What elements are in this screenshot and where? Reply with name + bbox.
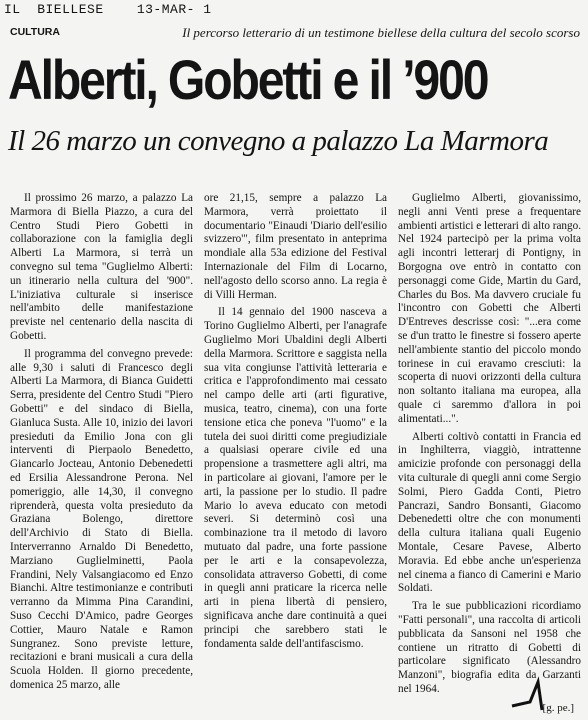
paragraph: Tra le sue pubblicazioni ricordiamo "Fatti personali", una raccolta di articoli pubblicata da Sansoni nel 1958 che contiene un ritratto di Gobetti di particolare significato (Alessandro Manzoni", biografia edita da Garzanti nel 1964. <box>398 600 581 695</box>
kicker: Il percorso letterario di un testimone biellese della cultura del secolo scorso <box>182 25 580 40</box>
paragraph: Guglielmo Alberti, giovanissimo, negli anni Venti prese a frequentare ambienti artistici e letterari di alto rango. Nel 1924 partecipò per la prima volta agli incontri letterarj di Pontigny, in Borgogna ove entrò in contatto con personaggi come Gide, Martin du Gard, Charles du Bos. Ma davvero cruciale fu l'incontro con Gobetti che Alberti D'Entreves descrisse così: "...era come se d'un tratto le finestre si fossero aperte nell'ambiente stantio del piccolo mondo torinese in cui eravamo cresciuti: la scoperta di nuovi orizzonti della cultura non soltanto italiana ma europea, alla quale ci saremmo d'allora in poi alimentati...". <box>398 192 581 425</box>
paragraph: Alberti coltivò contatti in Francia ed in Inghilterra, viaggiò, intrattenne amicizie profonde con personaggi della vita culturale di quegli anni come Sergio Solmi, Piero Gadda Conti, Pietro Pancrazi, Sandro Bonsanti, Giacomo Debenedetti oltre che con monumenti della cultura italiana quali Eugenio Montale, Cesare Pavese, Alberto Moravia. Ed ebbe anche un'esperienza nel cinema a fianco di Camerini e Mario Soldati. <box>398 430 581 595</box>
paragraph: Il prossimo 26 marzo, a palazzo La Marmora di Biella Piazzo, a cura del Centro Studi Piero Gobetti in collaborazione con la famiglia degli Alberti La Marmora, si terrà un convegno sul tema "Guglielmo Alberti: un itinerario nella cultura del '900". L'iniziativa culturale si inserisce nell'ambito delle manifestazione previste nel centenario della nascita di Gobetti. <box>10 192 193 342</box>
paragraph: Il 14 gennaio del 1900 nasceva a Torino Guglielmo Alberti, per l'anagrafe Guglielmo Mori Ubaldini degli Alberti della Marmora. Scrittore e saggista nella sua vita congiunse l'attività letteraria e critica e l'approfondimento mai cessato nel campo delle arti (arti figurative, musica, teatro, cinema), con una forte tensione etica che poneva "l'uomo" e la tutela dei suoi diritti come pregiudiziale a qualsiasi operare civile ed una propensione a trasmettere agli altri, ma in particolare ai giovani, l'amore per le arti, la passione per lo studio. Il padre Mario lo aveva educato con metodi severi. Si determinò così una combinazione tra il metodo di lavoro mutuato dal padre, una forte passione per le arti e la consapevolezza, consolidata attraverso Gobetti, di come in quegli anni praticare la ricerca nelle arti in piena libertà di pensiero, significava anche dare continuità a quei principi che sarebbero stati le fondamenta salde dell'antifascismo. <box>204 306 387 650</box>
paragraph: Il programma del convegno prevede: alle 9,30 i saluti di Francesco degli Alberti La Marmora, di Bianca Guidetti Serra, presidente del Centro Studi "Piero Gobetti" e del sindaco di Biella, Gianluca Susta. Alle 10, inizio dei lavori presieduti da Emilio Jona con gli interventi di Pierpaolo Benedetto, Giancarlo Jocteau, Antonio Debenedetti ed Ersilia Alessandrone Perona. Nel pomeriggio, alle 14,30, il convegno riprenderà, questa volta presieduto da Graziana Bolengo, direttore dell'Archivio di Stato di Biella. Interverranno Arnaldo Di Benedetto, Marziano Guglielminetti, Paola Frandini, Nely Valsangiacomo ed Enzo Bianchi. Altre testimonianze e contributi verranno da Mimma Pina Carandini, Suso Cecchi D'Amico, padre Georges Cottier, Mauro Natale e Ramon Sungranez. Sono previste letture, recitazioni e brani musicali a cura della Scuola Holden. Il giorno precedente, domenica 25 marzo, alle <box>10 347 193 691</box>
subheadline: Il 26 marzo un convegno a palazzo La Marmora <box>8 125 549 157</box>
author-signature: [g. pe.] <box>542 702 574 714</box>
headline: Alberti, Gobetti e il ’900 <box>8 48 488 111</box>
clipping-stamp: IL BIELLESE 13-MAR- 1 <box>4 2 212 17</box>
article-column-2 <box>204 192 387 712</box>
paragraph: ore 21,15, sempre a palazzo La Marmora, verrà proiettato il documentario "Einaudi 'Diario dell'esilio svizzero'", film presentato in anteprima mondiale alla 53a edizione del Festival Internazionale del Film di Locarno, nell'agosto dello scorso anno. La regia è di Villi Herman. <box>204 192 387 301</box>
section-label: CULTURA <box>10 26 60 38</box>
article-column-3 <box>398 192 581 712</box>
article-column-1 <box>10 192 193 712</box>
